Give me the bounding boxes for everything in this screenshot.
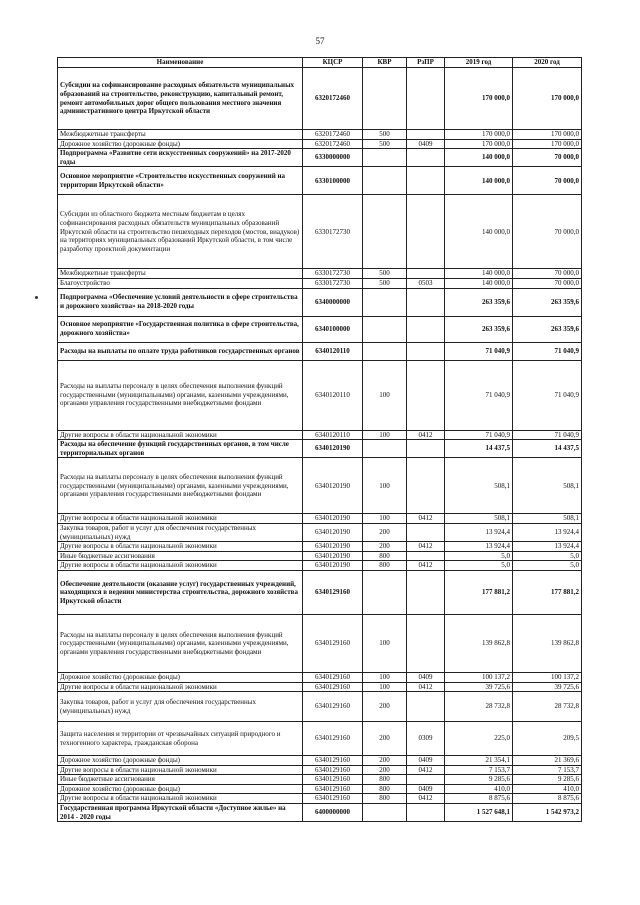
row-2020: 9 285,6 <box>513 775 582 785</box>
row-name: Расходы на обеспечение функций государственных органов, в том числе территориальных органов <box>58 440 303 458</box>
row-2019: 263 359,6 <box>445 288 513 316</box>
row-kvr: 200 <box>363 542 407 552</box>
row-kcsr: 6400000000 <box>303 804 363 822</box>
row-kvr: 500 <box>363 139 407 149</box>
table-row <box>58 269 582 279</box>
row-kcsr: 6340129160 <box>303 784 363 794</box>
row-kvr: 800 <box>363 551 407 561</box>
table-row <box>58 149 582 167</box>
row-kcsr: 6340120110 <box>303 342 363 360</box>
row-kvr <box>363 804 407 822</box>
row-2020: 13 924,4 <box>513 523 582 541</box>
row-2020: 263 359,6 <box>513 316 582 342</box>
row-name: Другие вопросы в области национальной экономики <box>58 794 303 804</box>
row-kcsr: 6340120190 <box>303 542 363 552</box>
row-rzpr: 0412 <box>407 765 445 775</box>
row-rzpr: 0412 <box>407 514 445 524</box>
row-rzpr: 0409 <box>407 139 445 149</box>
row-rzpr <box>407 167 445 195</box>
row-kcsr: 6340100000 <box>303 316 363 342</box>
table-row <box>58 288 582 316</box>
table-row <box>58 360 582 430</box>
row-2019: 13 924,4 <box>445 542 513 552</box>
row-kvr <box>363 195 407 269</box>
row-kcsr: 6340129160 <box>303 765 363 775</box>
row-2019: 140 000,0 <box>445 149 513 167</box>
row-2020: 1 542 973,2 <box>513 804 582 822</box>
row-rzpr: 0409 <box>407 756 445 766</box>
row-kcsr: 6340129160 <box>303 756 363 766</box>
row-2019: 177 881,2 <box>445 570 513 614</box>
row-2019: 170 000,0 <box>445 139 513 149</box>
header-2019: 2019 год <box>445 58 513 68</box>
row-rzpr: 0412 <box>407 430 445 440</box>
row-2019: 8 875,6 <box>445 794 513 804</box>
header-kvr: КВР <box>363 58 407 68</box>
row-kvr: 200 <box>363 692 407 722</box>
row-name: Расходы на выплаты персоналу в целях обеспечения выполнения функций государственными (муниципальными) органами, казенными учреждениями, органами управления государственными внебюджетными фондами <box>58 614 303 672</box>
row-2020: 71 040,9 <box>513 360 582 430</box>
row-name: Дорожное хозяйство (дорожные фонды) <box>58 756 303 766</box>
header-name: Наименование <box>58 58 303 68</box>
row-2020: 70 000,0 <box>513 269 582 279</box>
row-2020: 170 000,0 <box>513 139 582 149</box>
row-2020: 13 924,4 <box>513 542 582 552</box>
table-row <box>58 130 582 140</box>
row-2020: 410,0 <box>513 784 582 794</box>
row-name: Дорожное хозяйство (дорожные фонды) <box>58 139 303 149</box>
row-kvr: 500 <box>363 278 407 288</box>
row-name: Межбюджетные трансферты <box>58 130 303 140</box>
row-2019: 13 924,4 <box>445 523 513 541</box>
row-name: Другие вопросы в области национальной экономики <box>58 561 303 571</box>
table-row <box>58 523 582 541</box>
row-2019: 71 040,9 <box>445 360 513 430</box>
table-row <box>58 614 582 672</box>
budget-table <box>57 57 582 822</box>
row-name: Благоустройство <box>58 278 303 288</box>
row-kcsr: 6340120190 <box>303 458 363 514</box>
table-row <box>58 775 582 785</box>
table-row <box>58 692 582 722</box>
row-kvr: 100 <box>363 430 407 440</box>
row-2019: 21 354,1 <box>445 756 513 766</box>
row-kvr: 800 <box>363 794 407 804</box>
row-kcsr: 6340120190 <box>303 440 363 458</box>
row-rzpr <box>407 316 445 342</box>
row-2020: 70 000,0 <box>513 278 582 288</box>
row-name: Подпрограмма «Обеспечение условий деятельности в сфере строительства и дорожного хозяйства» на 2018-2020 годы <box>58 288 303 316</box>
page-number: 57 <box>315 36 325 46</box>
row-name: Иные бюджетные ассигнования <box>58 551 303 561</box>
row-name: Другие вопросы в области национальной экономики <box>58 542 303 552</box>
table-row <box>58 514 582 524</box>
row-name: Дорожное хозяйство (дорожные фонды) <box>58 672 303 682</box>
row-2020: 170 000,0 <box>513 130 582 140</box>
row-kvr: 500 <box>363 130 407 140</box>
row-2020: 508,1 <box>513 458 582 514</box>
row-rzpr <box>407 614 445 672</box>
row-rzpr <box>407 804 445 822</box>
table-row <box>58 794 582 804</box>
row-rzpr: 0412 <box>407 561 445 571</box>
row-name: Иные бюджетные ассигнования <box>58 775 303 785</box>
table-row <box>58 430 582 440</box>
header-rzpr: РзПР <box>407 58 445 68</box>
row-2020: 170 000,0 <box>513 68 582 130</box>
row-2019: 39 725,6 <box>445 682 513 692</box>
row-kcsr: 6320172460 <box>303 68 363 130</box>
row-kvr: 500 <box>363 269 407 279</box>
row-rzpr <box>407 360 445 430</box>
row-kvr <box>363 167 407 195</box>
row-2019: 139 862,8 <box>445 614 513 672</box>
row-kvr: 100 <box>363 614 407 672</box>
table-row <box>58 722 582 756</box>
row-2020: 71 040,9 <box>513 430 582 440</box>
row-kvr: 100 <box>363 458 407 514</box>
row-2019: 140 000,0 <box>445 195 513 269</box>
row-2020: 5,0 <box>513 561 582 571</box>
row-kcsr: 6340129160 <box>303 614 363 672</box>
row-kvr: 200 <box>363 523 407 541</box>
row-rzpr <box>407 130 445 140</box>
row-kcsr: 6340129160 <box>303 775 363 785</box>
row-rzpr <box>407 288 445 316</box>
row-rzpr: 0503 <box>407 278 445 288</box>
row-rzpr: 0412 <box>407 682 445 692</box>
row-kcsr: 6330000000 <box>303 149 363 167</box>
row-2020: 139 862,8 <box>513 614 582 672</box>
table-row <box>58 784 582 794</box>
header-2020: 2020 год <box>513 58 582 68</box>
row-kvr: 200 <box>363 765 407 775</box>
row-kcsr: 6320172460 <box>303 139 363 149</box>
table-row <box>58 139 582 149</box>
row-rzpr <box>407 195 445 269</box>
table-row <box>58 316 582 342</box>
table-row <box>58 342 582 360</box>
row-kcsr: 6340120110 <box>303 430 363 440</box>
row-name: Расходы на выплаты по оплате труда работников государственных органов <box>58 342 303 360</box>
table-row <box>58 804 582 822</box>
row-2020: 71 040,9 <box>513 342 582 360</box>
row-2020: 7 153,7 <box>513 765 582 775</box>
row-rzpr <box>407 692 445 722</box>
row-kvr: 800 <box>363 775 407 785</box>
row-2020: 28 732,8 <box>513 692 582 722</box>
table-row <box>58 278 582 288</box>
row-kcsr: 6340129160 <box>303 722 363 756</box>
row-2019: 140 000,0 <box>445 269 513 279</box>
row-2019: 140 000,0 <box>445 167 513 195</box>
row-kvr <box>363 68 407 130</box>
table-row <box>58 542 582 552</box>
row-kvr: 800 <box>363 784 407 794</box>
row-2019: 71 040,9 <box>445 342 513 360</box>
row-kcsr: 6330172730 <box>303 269 363 279</box>
scan-dot <box>35 296 38 299</box>
row-2020: 263 359,6 <box>513 288 582 316</box>
row-2020: 70 000,0 <box>513 149 582 167</box>
row-kcsr: 6340120190 <box>303 551 363 561</box>
row-2019: 140 000,0 <box>445 278 513 288</box>
row-kvr: 100 <box>363 672 407 682</box>
row-name: Основное мероприятие «Государственная политика в сфере строительства, дорожного хозяйства» <box>58 316 303 342</box>
row-kcsr: 6330100000 <box>303 167 363 195</box>
row-2020: 508,1 <box>513 514 582 524</box>
row-rzpr <box>407 775 445 785</box>
row-2020: 8 875,6 <box>513 794 582 804</box>
row-2020: 5,0 <box>513 551 582 561</box>
row-rzpr <box>407 68 445 130</box>
row-name: Другие вопросы в области национальной экономики <box>58 514 303 524</box>
row-name: Защита населения и территории от чрезвычайных ситуаций природного и техногенного характера, гражданская оборона <box>58 722 303 756</box>
row-name: Расходы на выплаты персоналу в целях обеспечения выполнения функций государственными (муниципальными) органами, казенными учреждениями, органами управления государственными внебюджетными фондами <box>58 458 303 514</box>
row-kvr <box>363 440 407 458</box>
row-2019: 225,0 <box>445 722 513 756</box>
row-name: Дорожное хозяйство (дорожные фонды) <box>58 784 303 794</box>
table-row <box>58 672 582 682</box>
row-2019: 1 527 648,1 <box>445 804 513 822</box>
row-kcsr: 6340000000 <box>303 288 363 316</box>
row-name: Закупка товаров, работ и услуг для обеспечения государственных (муниципальных) нужд <box>58 692 303 722</box>
row-name: Закупка товаров, работ и услуг для обеспечения государственных (муниципальных) нужд <box>58 523 303 541</box>
row-rzpr <box>407 458 445 514</box>
row-kvr: 200 <box>363 722 407 756</box>
table-row <box>58 440 582 458</box>
row-2020: 70 000,0 <box>513 195 582 269</box>
table-row <box>58 551 582 561</box>
row-2019: 170 000,0 <box>445 130 513 140</box>
row-2019: 71 040,9 <box>445 430 513 440</box>
row-2019: 9 285,6 <box>445 775 513 785</box>
row-rzpr <box>407 342 445 360</box>
row-kcsr: 6340129160 <box>303 570 363 614</box>
row-name: Обеспечение деятельности (оказание услуг) государственных учреждений, находящихся в ведении министерства строительства, дорожного хозяйства Иркутской области <box>58 570 303 614</box>
row-2019: 5,0 <box>445 561 513 571</box>
row-2019: 7 153,7 <box>445 765 513 775</box>
row-2019: 508,1 <box>445 458 513 514</box>
row-kvr: 100 <box>363 514 407 524</box>
row-kcsr: 6330172730 <box>303 195 363 269</box>
row-name: Субсидии из областного бюджета местным бюджетам в целях софинансирования расходных обязательств муниципальных образований Иркутской области на строительство пешеходных переходов (мостов, виадуков) на территориях муниципальных образований Иркутской области, в том числе разработку проектной документации <box>58 195 303 269</box>
row-kcsr: 6340120110 <box>303 360 363 430</box>
table-row <box>58 765 582 775</box>
row-2019: 28 732,8 <box>445 692 513 722</box>
row-kcsr: 6320172460 <box>303 130 363 140</box>
row-name: Подпрограмма «Развитие сети искусственных сооружений» на 2017-2020 годы <box>58 149 303 167</box>
row-name: Государственная программа Иркутской области «Доступное жилье» на 2014 - 2020 годы <box>58 804 303 822</box>
table-row <box>58 561 582 571</box>
table-body <box>58 68 582 822</box>
table-row <box>58 756 582 766</box>
row-2020: 177 881,2 <box>513 570 582 614</box>
row-name: Основное мероприятие «Строительство искусственных сооружений на территории Иркутской области» <box>58 167 303 195</box>
row-2019: 508,1 <box>445 514 513 524</box>
table-row <box>58 682 582 692</box>
row-2019: 170 000,0 <box>445 68 513 130</box>
row-kcsr: 6340129160 <box>303 672 363 682</box>
row-rzpr: 0409 <box>407 784 445 794</box>
row-kcsr: 6340129160 <box>303 794 363 804</box>
row-rzpr <box>407 149 445 167</box>
row-rzpr <box>407 551 445 561</box>
row-2020: 21 369,6 <box>513 756 582 766</box>
row-kvr <box>363 342 407 360</box>
row-rzpr <box>407 440 445 458</box>
row-kvr: 100 <box>363 682 407 692</box>
row-kvr <box>363 570 407 614</box>
row-kvr: 100 <box>363 360 407 430</box>
row-rzpr: 0412 <box>407 542 445 552</box>
row-kcsr: 6340120190 <box>303 523 363 541</box>
row-name: Межбюджетные трансферты <box>58 269 303 279</box>
table-row <box>58 167 582 195</box>
table-header-row <box>58 58 582 68</box>
row-kvr <box>363 149 407 167</box>
row-name: Другие вопросы в области национальной экономики <box>58 682 303 692</box>
header-kcsr: КЦСР <box>303 58 363 68</box>
table-row <box>58 195 582 269</box>
row-kcsr: 6340129160 <box>303 682 363 692</box>
row-2020: 209,5 <box>513 722 582 756</box>
row-name: Расходы на выплаты персоналу в целях обеспечения выполнения функций государственными (муниципальными) органами, казенными учреждениями, органами управления государственными внебюджетными фондами <box>58 360 303 430</box>
row-2019: 14 437,5 <box>445 440 513 458</box>
row-2019: 5,0 <box>445 551 513 561</box>
table-row <box>58 458 582 514</box>
row-2019: 100 137,2 <box>445 672 513 682</box>
row-kvr <box>363 316 407 342</box>
row-rzpr: 0409 <box>407 672 445 682</box>
row-2020: 70 000,0 <box>513 167 582 195</box>
row-rzpr <box>407 523 445 541</box>
table-row <box>58 570 582 614</box>
row-kcsr: 6340120190 <box>303 514 363 524</box>
row-kvr <box>363 288 407 316</box>
row-kvr: 800 <box>363 561 407 571</box>
row-name: Другие вопросы в области национальной экономики <box>58 765 303 775</box>
row-rzpr: 0412 <box>407 794 445 804</box>
row-rzpr <box>407 570 445 614</box>
row-kcsr: 6330172730 <box>303 278 363 288</box>
row-2019: 410,0 <box>445 784 513 794</box>
row-kcsr: 6340129160 <box>303 692 363 722</box>
table-row <box>58 68 582 130</box>
row-2020: 39 725,6 <box>513 682 582 692</box>
row-rzpr <box>407 269 445 279</box>
row-rzpr: 0309 <box>407 722 445 756</box>
row-kcsr: 6340120190 <box>303 561 363 571</box>
row-2019: 263 359,6 <box>445 316 513 342</box>
row-name: Другие вопросы в области национальной экономики <box>58 430 303 440</box>
row-name: Субсидии на софинансирование расходных обязательств муниципальных образований на строительство, реконструкцию, капитальный ремонт, ремонт автомобильных дорог общего пользования местного значения административного центра Иркутской области <box>58 68 303 130</box>
row-2020: 100 137,2 <box>513 672 582 682</box>
row-2020: 14 437,5 <box>513 440 582 458</box>
row-kvr: 200 <box>363 756 407 766</box>
